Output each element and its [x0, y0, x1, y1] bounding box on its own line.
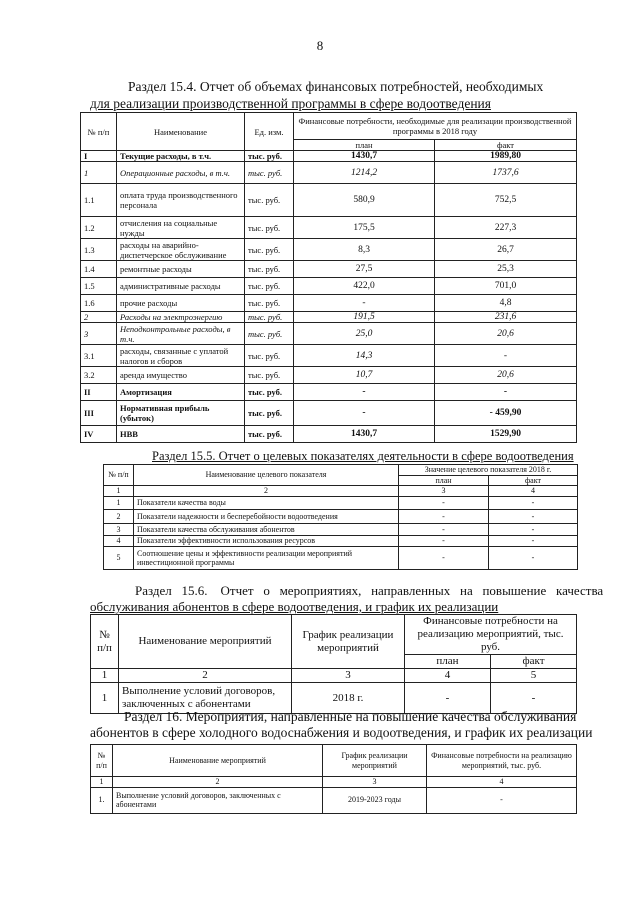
row-fact: 26,7 [435, 239, 577, 261]
row-plan: 10,7 [294, 367, 435, 384]
row-unit: тыс. руб. [245, 151, 294, 162]
row-num: 1.2 [81, 217, 117, 239]
column-index: 3 [399, 486, 489, 497]
section-15-6-title-line1: Раздел 15.6. Отчет о мероприятиях, направленных на повышение качества [135, 583, 604, 598]
column-index: 1 [91, 777, 113, 788]
row-num: 1 [104, 497, 134, 510]
header-fact: факт [491, 655, 577, 669]
row-fact: - [489, 497, 578, 510]
row-plan: 580,9 [294, 184, 435, 217]
row-fact: 231,6 [435, 312, 577, 323]
row-fact: - [489, 524, 578, 536]
row-num: 1.5 [81, 278, 117, 295]
header-unit: Ед. изм. [245, 113, 294, 151]
row-unit: тыс. руб. [245, 323, 294, 345]
row-unit: тыс. руб. [245, 312, 294, 323]
service-quality-measures-table [90, 744, 577, 814]
row-name: Выполнение условий договоров, заключенных с абонентами [113, 787, 323, 813]
row-num: 1 [81, 162, 117, 184]
row-num: 3.2 [81, 367, 117, 384]
row-fact: 20,6 [435, 367, 577, 384]
row-unit: тыс. руб. [245, 426, 294, 443]
header-name: Наименование мероприятий [119, 615, 292, 669]
header-plan: план [399, 475, 489, 486]
row-name: Амортизация [117, 384, 245, 401]
target-indicators-table [103, 464, 578, 570]
row-num: 1.3 [81, 239, 117, 261]
row-num: 5 [104, 547, 134, 570]
row-plan: - [399, 510, 489, 524]
row-name: Показатели качества обслуживания абонентов [134, 524, 399, 536]
header-name: Наименование мероприятий [113, 745, 323, 777]
column-index: 1 [91, 669, 119, 683]
row-name: НВВ [117, 426, 245, 443]
row-financial-needs: - [427, 787, 577, 813]
row-plan: 25,0 [294, 323, 435, 345]
row-plan: - [405, 683, 491, 714]
row-name: Текущие расходы, в т.ч. [117, 151, 245, 162]
row-fact: 1529,90 [435, 426, 577, 443]
header-financial-needs: Финансовые потребности на реализацию мероприятий, тыс. руб. [427, 745, 577, 777]
column-index: 2 [113, 777, 323, 788]
row-fact: - 459,90 [435, 401, 577, 426]
header-plan: план [405, 655, 491, 669]
row-fact: 701,0 [435, 278, 577, 295]
column-index: 3 [323, 777, 427, 788]
section-15-4-title-line2 [90, 95, 491, 112]
row-fact: - [435, 345, 577, 367]
section-15-4-title-line1: Раздел 15.4. Отчет об объемах финансовых потребностей, необходимых [128, 79, 544, 94]
row-plan: 1214,2 [294, 162, 435, 184]
row-plan: 8,3 [294, 239, 435, 261]
row-unit: тыс. руб. [245, 278, 294, 295]
financial-needs-table [80, 112, 577, 443]
row-plan: 191,5 [294, 312, 435, 323]
row-num: III [81, 401, 117, 426]
row-name: Показатели эффективности использования ресурсов [134, 536, 399, 547]
section-15-6-title-line2-text: обслуживания абонентов в сфере водоотведения, и график их реализации [90, 599, 499, 614]
row-fact: 227,3 [435, 217, 577, 239]
row-schedule: 2018 г. [292, 683, 405, 714]
row-num: 3.1 [81, 345, 117, 367]
row-unit: тыс. руб. [245, 295, 294, 312]
row-name: оплата труда производственного персонала [117, 184, 245, 217]
header-financial-needs: Финансовые потребности, необходимые для реализации производственной программы в 2018 году [294, 113, 577, 140]
row-num: 1.1 [81, 184, 117, 217]
row-fact: 752,5 [435, 184, 577, 217]
header-num: № п/п [81, 113, 117, 151]
row-fact: - [489, 547, 578, 570]
page-number: 8 [316, 38, 324, 53]
row-name: Расходы на электроэнергию [117, 312, 245, 323]
section-15-5-title [152, 448, 574, 465]
header-plan: план [294, 140, 435, 151]
row-unit: тыс. руб. [245, 184, 294, 217]
row-name: Соотношение цены и эффективности реализации мероприятий инвестиционной программы [134, 547, 399, 570]
row-plan: - [399, 547, 489, 570]
row-unit: тыс. руб. [245, 384, 294, 401]
column-index: 5 [491, 669, 577, 683]
measures-table [90, 614, 577, 714]
row-fact: 1737,6 [435, 162, 577, 184]
row-unit: тыс. руб. [245, 367, 294, 384]
row-fact: - [435, 384, 577, 401]
row-num: II [81, 384, 117, 401]
row-plan: - [294, 384, 435, 401]
row-fact: 20,6 [435, 323, 577, 345]
header-schedule: График реализации мероприятий [323, 745, 427, 777]
row-num: 1. [91, 787, 113, 813]
column-index: 4 [405, 669, 491, 683]
row-fact: - [489, 536, 578, 547]
row-num: IV [81, 426, 117, 443]
row-plan: 27,5 [294, 261, 435, 278]
header-name: Наименование целевого показателя [134, 465, 399, 486]
header-num: № п/п [104, 465, 134, 486]
section-15-6-title-line2 [90, 598, 498, 615]
header-name: Наименование [117, 113, 245, 151]
row-plan: 175,5 [294, 217, 435, 239]
row-plan: - [294, 295, 435, 312]
section-15-5-title-text: Раздел 15.5. Отчет о целевых показателях деятельности в сфере водоотведения [152, 449, 574, 463]
row-schedule: 2019-2023 годы [323, 787, 427, 813]
row-name: расходы на аварийно-диспетчерское обслуживание [117, 239, 245, 261]
header-value: Значение целевого показателя 2018 г. [399, 465, 578, 476]
row-fact: 1989,80 [435, 151, 577, 162]
row-unit: тыс. руб. [245, 239, 294, 261]
row-name: Показатели качества воды [134, 497, 399, 510]
column-index: 4 [427, 777, 577, 788]
header-schedule: График реализации мероприятий [292, 615, 405, 669]
row-plan: - [294, 401, 435, 426]
row-name: Операционные расходы, в т.ч. [117, 162, 245, 184]
row-fact: - [489, 510, 578, 524]
row-unit: тыс. руб. [245, 162, 294, 184]
row-num: 2 [104, 510, 134, 524]
row-plan: - [399, 536, 489, 547]
row-fact: - [491, 683, 577, 714]
header-financial-needs: Финансовые потребности на реализацию мероприятий, тыс. руб. [405, 615, 577, 655]
row-unit: тыс. руб. [245, 345, 294, 367]
row-plan: 422,0 [294, 278, 435, 295]
row-plan: 1430,7 [294, 151, 435, 162]
row-num: 3 [81, 323, 117, 345]
header-fact: факт [489, 475, 578, 486]
row-plan: - [399, 497, 489, 510]
row-num: 3 [104, 524, 134, 536]
row-plan: - [399, 524, 489, 536]
header-num: № п/п [91, 615, 119, 669]
row-plan: 1430,7 [294, 426, 435, 443]
row-num: 1 [91, 683, 119, 714]
section-16-title-line1: Раздел 16. Мероприятия, направленные на повышение качества обслуживания [124, 709, 577, 724]
row-name: Неподконтрольные расходы, в т.ч. [117, 323, 245, 345]
column-index: 2 [134, 486, 399, 497]
row-unit: тыс. руб. [245, 261, 294, 278]
row-num: 1.6 [81, 295, 117, 312]
section-16-title-line2: абонентов в сфере холодного водоснабжения и водоотведения, и график их реализации [90, 725, 593, 740]
header-fact: факт [435, 140, 577, 151]
column-index: 4 [489, 486, 578, 497]
row-name: аренда имущество [117, 367, 245, 384]
row-fact: 4,8 [435, 295, 577, 312]
row-num: 4 [104, 536, 134, 547]
row-name: ремонтные расходы [117, 261, 245, 278]
column-index: 3 [292, 669, 405, 683]
row-name: административные расходы [117, 278, 245, 295]
row-name: Показатели надежности и бесперебойности водоотведения [134, 510, 399, 524]
row-name: Нормативная прибыль (убыток) [117, 401, 245, 426]
column-index: 2 [119, 669, 292, 683]
row-name: отчисления на социальные нужды [117, 217, 245, 239]
header-num: № п/п [91, 745, 113, 777]
section-15-4-title-line2-text: для реализации производственной программы в сфере водоотведения [90, 96, 491, 111]
row-unit: тыс. руб. [245, 217, 294, 239]
row-fact: 25,3 [435, 261, 577, 278]
row-plan: 14,3 [294, 345, 435, 367]
column-index: 1 [104, 486, 134, 497]
row-num: 2 [81, 312, 117, 323]
row-name: Выполнение условий договоров, заключенных с абонентами [119, 683, 292, 714]
row-name: прочие расходы [117, 295, 245, 312]
row-name: расходы, связанные с уплатой налогов и сборов [117, 345, 245, 367]
row-unit: тыс. руб. [245, 401, 294, 426]
row-num: 1.4 [81, 261, 117, 278]
row-num: I [81, 151, 117, 162]
